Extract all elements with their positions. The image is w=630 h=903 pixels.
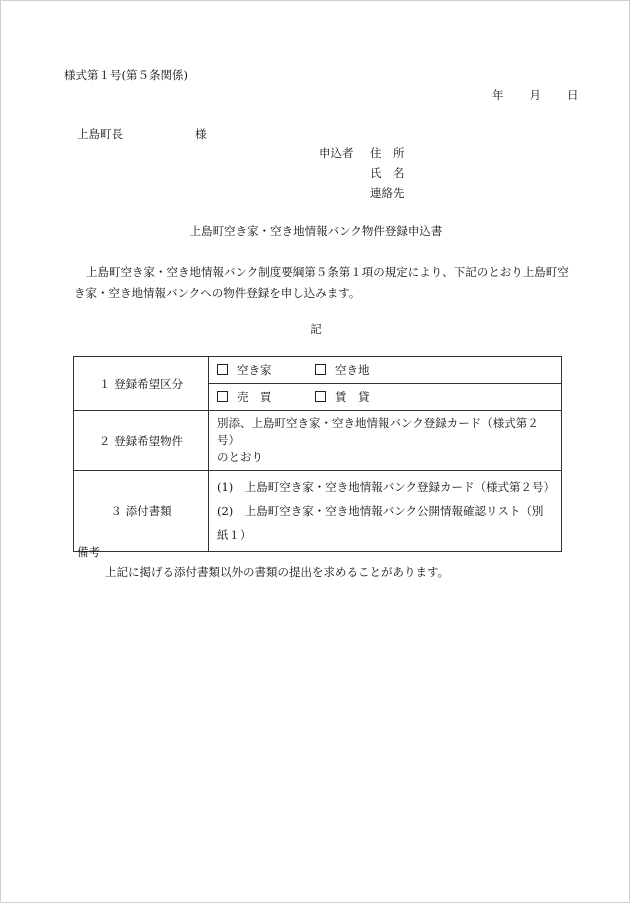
addressee: 上島町長 [77, 127, 123, 141]
attachment-item-1: (1) 上島町空き家・空き地情報バンク登録カード（様式第２号） [217, 480, 556, 494]
option-akiya[interactable] [217, 357, 315, 383]
checkbox-icon[interactable] [315, 391, 326, 402]
registration-category-options [209, 357, 562, 411]
checkbox-icon[interactable] [315, 364, 326, 375]
date-line [492, 87, 579, 103]
document-title: 上島町空き家・空き地情報バンク物件登録申込書 [189, 224, 443, 238]
attachments-header: ３ 添付書類 [74, 471, 209, 552]
date-day: 日 [567, 88, 579, 102]
applicant-contact-label: 連絡先 [370, 186, 405, 200]
remarks-text: 上記に掲げる添付書類以外の書類の提出を求めることがあります。 [105, 565, 450, 579]
option-baibai-label: 売 買 [237, 390, 272, 404]
property-line-2: のとおり [217, 450, 263, 464]
form-number: 様式第１号(第５条関係) [64, 68, 188, 82]
option-akichi-label: 空き地 [335, 363, 370, 377]
checkbox-icon[interactable] [217, 364, 228, 375]
addressee-honorific: 様 [195, 127, 207, 141]
date-month: 月 [529, 88, 541, 102]
registration-table [73, 356, 562, 552]
table-row [74, 357, 562, 411]
applicant-label: 申込者 [319, 146, 354, 160]
applicant-name-label: 氏 名 [370, 166, 405, 180]
option-baibai[interactable] [217, 384, 315, 410]
table-row [74, 471, 562, 552]
attachment-item-2: (2) 上島町空き家・空き地情報バンク公開情報確認リスト（別紙１） [217, 504, 544, 542]
property-cell [209, 411, 562, 471]
registration-category-header: １ 登録希望区分 [74, 357, 209, 411]
body-paragraph: 上島町空き家・空き地情報バンク制度要綱第５条第１項の規定により、下記のとおり上島町空き家・空き地情報バンクへの物件登録を申し込みます。 [74, 265, 569, 300]
property-header: ２ 登録希望物件 [74, 411, 209, 471]
ki-heading: 記 [310, 322, 322, 336]
applicant-address-label: 住 所 [370, 146, 405, 160]
property-line-1: 別添、上島町空き家・空き地情報バンク登録カード（様式第２号） [217, 416, 539, 447]
checkbox-icon[interactable] [217, 391, 228, 402]
option-akiya-label: 空き家 [237, 363, 272, 377]
option-chintai-label: 賃 貸 [335, 390, 370, 404]
remarks-label: 備考 [77, 545, 100, 559]
option-akichi[interactable] [315, 357, 370, 383]
option-chintai[interactable] [315, 384, 370, 410]
table-row [74, 411, 562, 471]
attachments-cell [209, 471, 562, 552]
date-year: 年 [492, 88, 504, 102]
